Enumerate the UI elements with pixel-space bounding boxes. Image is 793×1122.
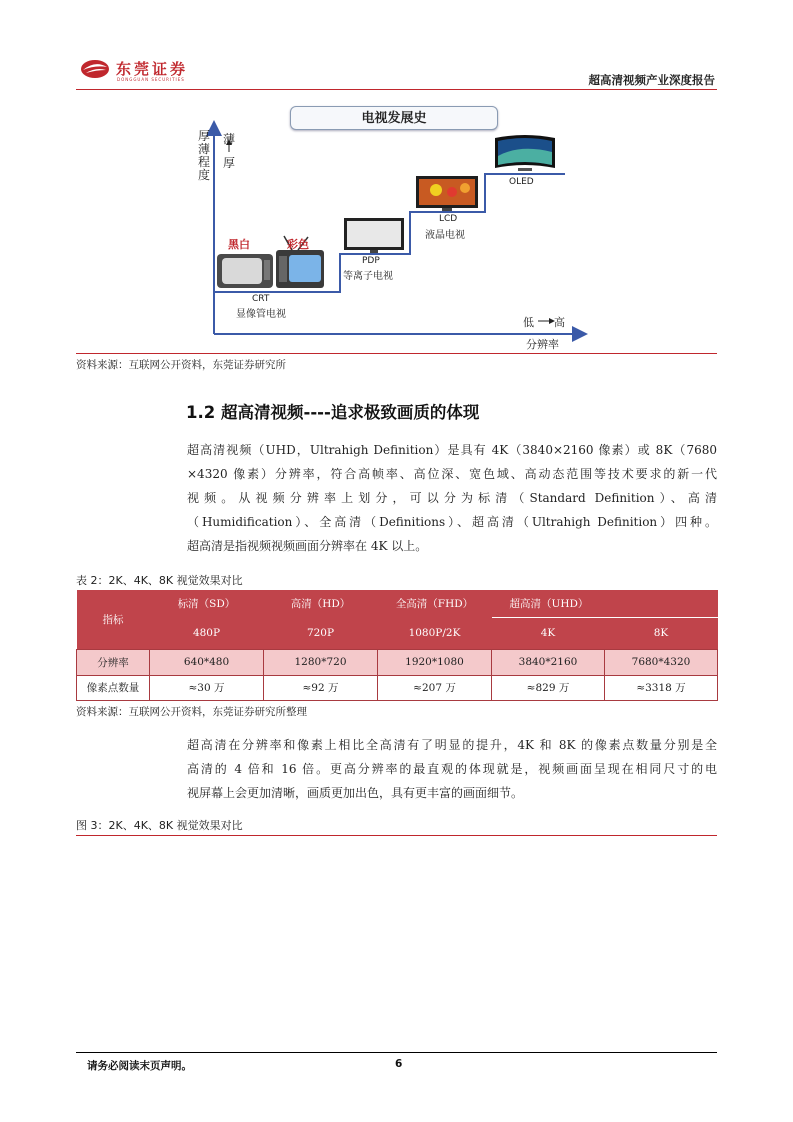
para2-line: 高清的 4 倍和 16 倍。更高分辨率的最直观的体现就是，视频画面呈现在相同尺寸的电 <box>187 762 717 776</box>
table-cell: ≈829 万 <box>492 675 605 700</box>
para1-line: 视频。从视频分辨率上划分，可以分为标清（Standard Definition）、高清 <box>187 491 717 505</box>
header <box>0 0 793 90</box>
header-rule <box>76 89 717 90</box>
x-scale-low: 低 <box>523 316 534 329</box>
x-scale-high: 高 <box>554 316 565 329</box>
header-fhd: 全高清（FHD） <box>378 590 492 617</box>
pdp-label-en: PDP <box>362 256 380 266</box>
comparison-table <box>76 590 717 700</box>
table-cell: ≈92 万 <box>264 675 378 700</box>
para1-line: 超高清视频（UHD，Ultrahigh Definition）是具有 4K（3840×2160 像素）或 8K（7680 <box>187 443 717 457</box>
crt-tag-color: 彩色 <box>287 238 309 251</box>
y-scale-thick: 厚 <box>223 156 236 170</box>
para2-line: 视屏幕上会更加清晰，画质更加出色，具有更丰富的画面细节。 <box>187 786 524 800</box>
figure3-caption: 图 3：2K、4K、8K 视觉效果对比 <box>76 819 243 832</box>
crt-label-en: CRT <box>252 294 270 304</box>
table-cell: 1920*1080 <box>378 649 492 675</box>
oled-tv-icon <box>495 135 555 171</box>
oled-label-en: OLED <box>509 177 534 187</box>
section-paragraph-1 <box>187 438 717 558</box>
lcd-label-en: LCD <box>439 214 458 224</box>
section-paragraph-2 <box>187 733 717 805</box>
pdp-tv-icon <box>344 218 404 253</box>
figure2-rule <box>76 353 717 354</box>
header-uhd: 超高清（UHD） <box>492 590 718 617</box>
header-4k: 4K <box>492 617 605 649</box>
header-hd-sub: 720P <box>264 617 378 649</box>
table-cell: ≈207 万 <box>378 675 492 700</box>
tv-history-chart <box>180 100 600 350</box>
table-cell: ≈30 万 <box>150 675 264 700</box>
crt-label-cn: 显像管电视 <box>236 309 286 320</box>
para1-line: （Humidification）、全高清（Definitions）、超高清（Ultrahigh Definition）四种。 <box>187 515 717 529</box>
footer-disclaimer: 请务必阅读末页声明。 <box>87 1060 192 1072</box>
lcd-tv-icon <box>416 176 478 211</box>
figure2-source: 资料来源：互联网公开资料，东莞证券研究所 <box>76 359 286 371</box>
para1-line: ×4320 像素）分辨率，符合高帧率、高位深、宽色域、高动态范围等技术要求的新一代 <box>187 467 717 481</box>
crt-bw-tv-icon <box>217 254 273 288</box>
figure3-rule <box>76 835 717 836</box>
table2-caption: 表 2：2K、4K、8K 视觉效果对比 <box>76 574 243 587</box>
header-sd: 标清（SD） <box>150 590 264 617</box>
header-8k: 8K <box>605 617 718 649</box>
header-hd: 高清（HD） <box>264 590 378 617</box>
page-number: 6 <box>395 1058 403 1070</box>
header-sd-sub: 480P <box>150 617 264 649</box>
table-cell: ≈3318 万 <box>605 675 718 700</box>
logo-emblem-icon <box>80 58 110 80</box>
logo-name: 东莞证券 <box>116 60 189 78</box>
table-cell: 1280*720 <box>264 649 378 675</box>
footer-rule <box>76 1052 717 1053</box>
para2-line: 超高清在分辨率和像素上相比全高清有了明显的提升，4K 和 8K 的像素点数量分别是全 <box>187 738 717 752</box>
y-axis-label: 厚薄程度 <box>198 129 211 182</box>
section-title: 1.2 超高清视频----追求极致画质的体现 <box>186 403 480 422</box>
chart-title: 电视发展史 <box>361 111 427 126</box>
row-label-resolution: 分辨率 <box>77 649 150 675</box>
table2-source: 资料来源：互联网公开资料，东莞证券研究所整理 <box>76 706 307 718</box>
lcd-label-cn: 液晶电视 <box>425 230 465 241</box>
y-scale-thin: 薄 <box>223 132 236 146</box>
row-label-pixels: 像素点数量 <box>77 675 150 700</box>
pdp-label-cn: 等离子电视 <box>343 271 393 282</box>
para1-line: 超高清是指视频视频画面分辨率在 4K 以上。 <box>187 539 428 553</box>
table-cell: 7680*4320 <box>605 649 718 675</box>
table-cell: 640*480 <box>150 649 264 675</box>
x-axis-label: 分辨率 <box>526 338 559 351</box>
report-title: 超高清视频产业深度报告 <box>588 73 715 87</box>
table-cell: 3840*2160 <box>492 649 605 675</box>
crt-tag-bw: 黑白 <box>228 238 250 251</box>
logo-subtitle: DONGGUAN SECURITIES <box>117 77 185 82</box>
header-fhd-sub: 1080P/2K <box>378 617 492 649</box>
header-index: 指标 <box>77 590 150 649</box>
